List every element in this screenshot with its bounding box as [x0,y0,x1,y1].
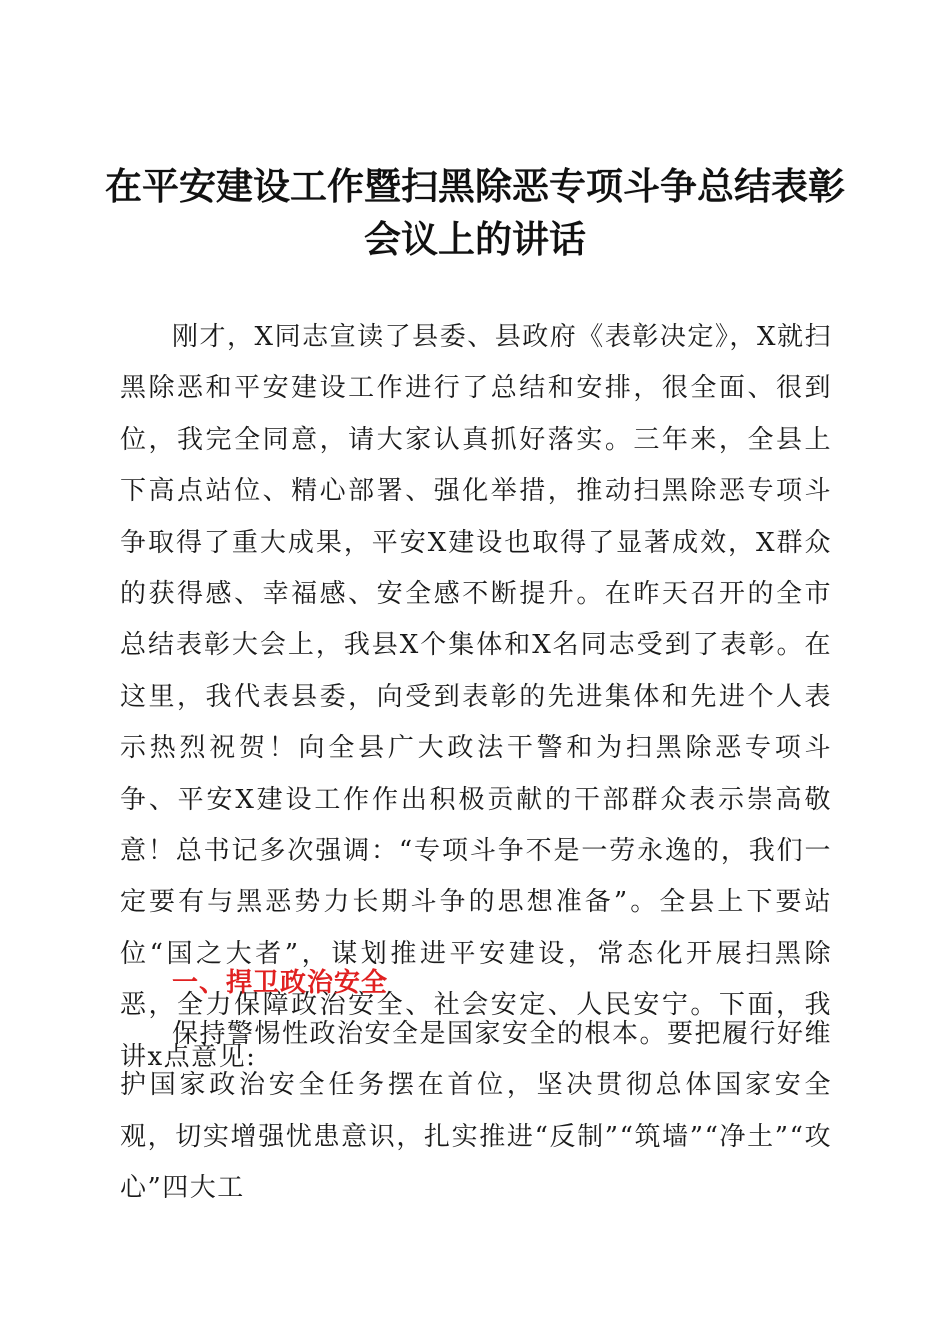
document-title-line-2: 会议上的讲话 [364,217,586,261]
body-paragraph-2: 保持警惕性政治安全是国家安全的根本。要把履行好维护国家政治安全任务摆在首位，坚决贯彻总体国家安全观，切实增强忧患意识，扎实推进“反制”“筑墙”“净土”“攻心”四大工 [120,1019,833,1204]
section-heading-1: 一、捍卫政治安全 [172,968,389,998]
body-paragraph-1: 刚才，X同志宣读了县委、县政府《表彰决定》，X就扫黑除恶和平安建设工作进行了总结和安排，很全面、很到位，我完全同意，请大家认真抓好落实。三年来，全县上下高点站位、精心部署、强化举措，推动扫黑除恶专项斗争取得了重大成果，平安X建设也取得了显著成效，X群众的获得感、幸福感、安全感不断提升。在昨天召开的全市总结表彰大会上，我县X个集体和X名同志受到了表彰。在这里，我代表县委，向受到表彰的先进集体和先进个人表示热烈祝贺！向全县广大政法干警和为扫黑除恶专项斗争、平安X建设工作作出积极贡献的干部群众表示崇高敬意！总书记多次强调：“专项斗争不是一劳永逸的，我们一定要有与黑恶势力长期斗争的思想准备”。全县上下要站位“国之大者”，谋划推进平安建设，常态化开展扫黑除恶，全力保障政治安全、社会安定、人民安宁。下面，我讲x点意见: [120,322,832,1072]
document-title-line-1: 在平安建设工作暨扫黑除恶专项斗争总结表彰 [105,164,845,208]
